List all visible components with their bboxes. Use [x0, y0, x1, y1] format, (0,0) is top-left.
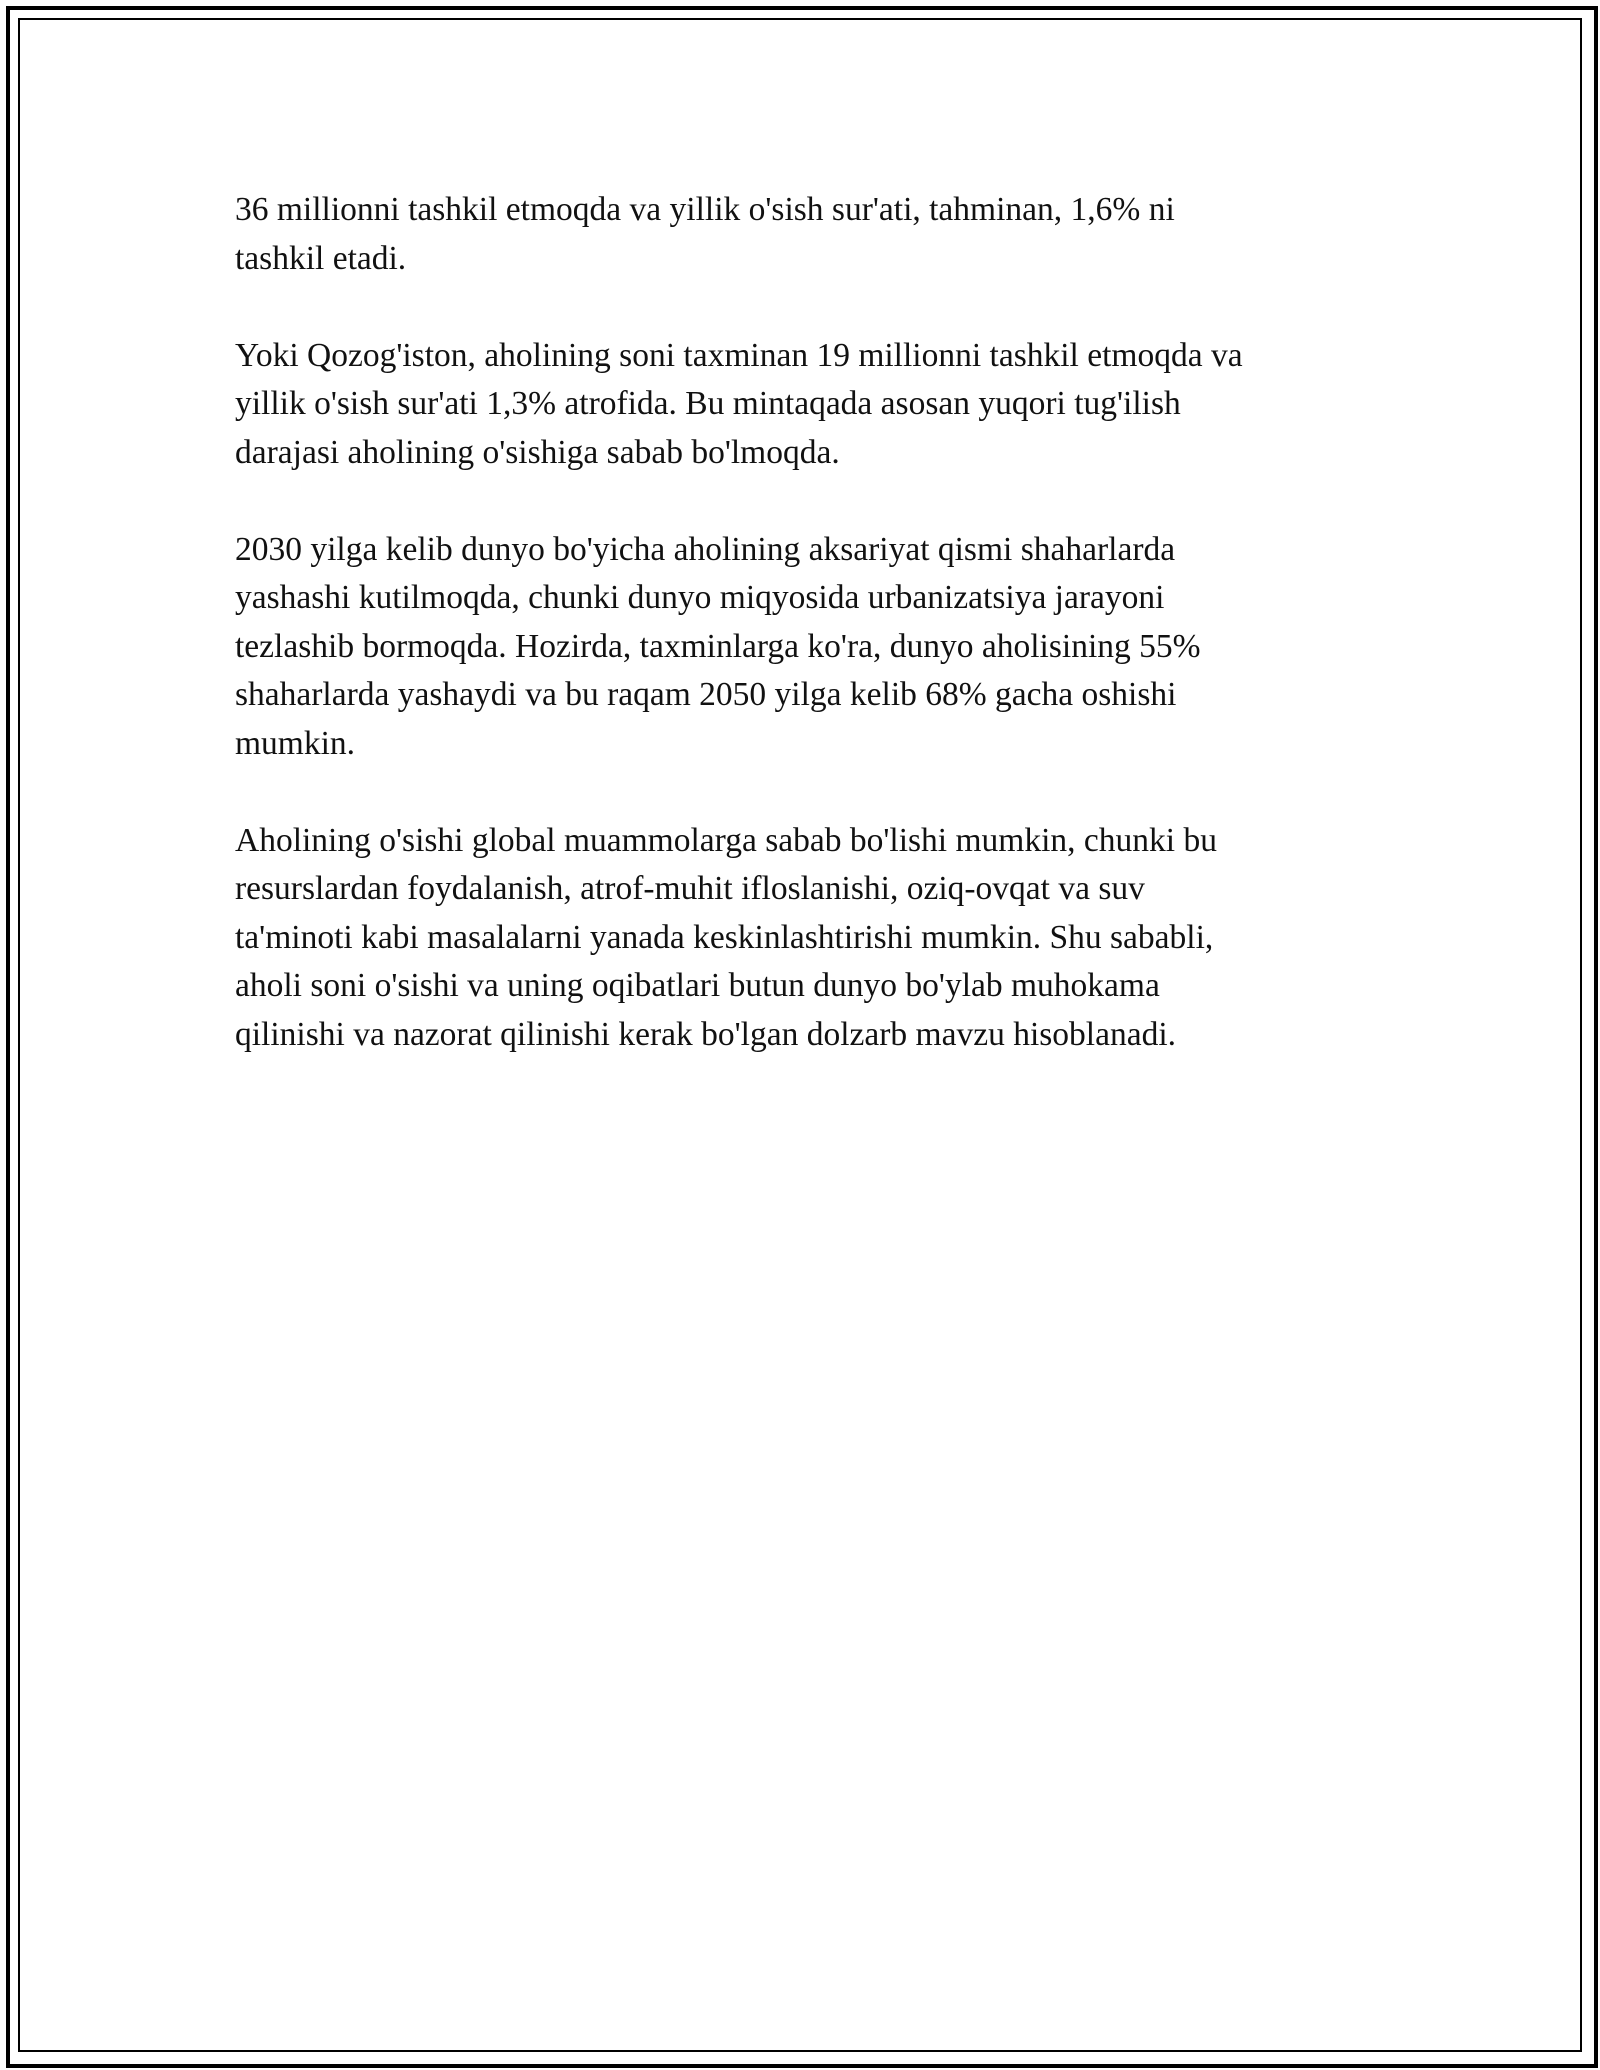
paragraph-1: 36 millionni tashkil etmoqda va yillik o'sish sur'ati, tahminan, 1,6% ni tashkil etadi.: [235, 191, 1175, 277]
paragraph-2: Yoki Qozog'iston, aholining soni taxminan 19 millionni tashkil etmoqda va yillik o'sish sur'ati 1,3% atrofida. Bu mintaqada asosan yuqori tug'ilish darajasi aholining o'sishiga sabab bo'lmoqda.: [235, 336, 1243, 471]
paragraph-3: 2030 yilga kelib dunyo bo'yicha aholining aksariyat qismi shaharlarda yashashi kutilmoqda, chunki dunyo miqyosida urbanizatsiya jarayoni tezlashib bormoqda. Hozirda, taxminlarga ko'ra, dunyo aholisining 55% shaharlarda yashaydi va bu raqam 2050 yilga kelib 68% gacha oshishi mumkin.: [235, 530, 1201, 762]
paragraph-4: Aholining o'sishi global muammolarga sabab bo'lishi mumkin, chunki bu resurslardan foydalanish, atrof-muhit ifloslanishi, oziq-ovqat va suv ta'minoti kabi masalalarni yanada keskinlashtirishi mumkin. Shu sababli, aholi soni o'sishi va uning oqibatlari butun dunyo bo'ylab muhokama qilinishi va nazorat qilinishi kerak bo'lgan dolzarb mavzu hisoblanadi.: [235, 821, 1217, 1053]
document-body: [235, 186, 1365, 1108]
